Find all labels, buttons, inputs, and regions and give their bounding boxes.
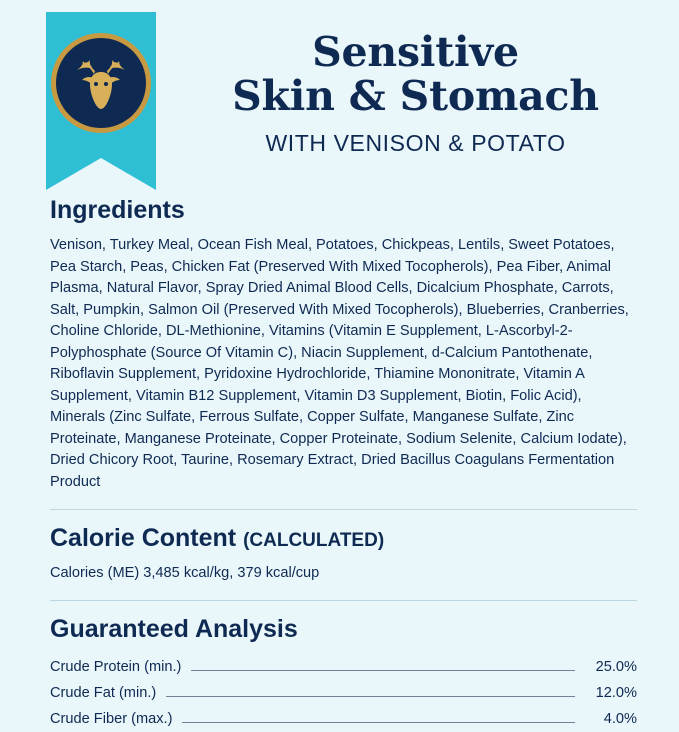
guaranteed-analysis-heading: Guaranteed Analysis (50, 615, 298, 643)
ga-leader-line (182, 722, 575, 723)
ga-label: Crude Fat (min.) (50, 685, 157, 701)
brand-medallion (51, 33, 151, 133)
ga-label: Crude Protein (min.) (50, 659, 182, 675)
ga-label: Crude Fiber (max.) (50, 711, 173, 727)
table-row (50, 654, 637, 680)
header (0, 0, 679, 196)
label-content (50, 196, 637, 732)
ingredients-heading: Ingredients (50, 196, 185, 224)
ga-leader-line (191, 670, 575, 671)
calorie-content-heading-main: Calorie Content (50, 524, 237, 552)
deer-head-icon (70, 54, 132, 112)
product-title-line-1: Sensitive (312, 28, 519, 76)
calorie-content-heading (50, 524, 637, 553)
ga-value: 12.0% (595, 685, 637, 701)
guaranteed-analysis-list (50, 654, 637, 732)
calorie-content-heading-note: (CALCULATED) (243, 530, 385, 551)
product-title-line-2: Skin & Stomach (232, 72, 599, 120)
divider-1 (50, 509, 637, 510)
ingredients-text: Venison, Turkey Meal, Ocean Fish Meal, Potatoes, Chickpeas, Lentils, Sweet Potatoes, Pea Starch, Peas, Chicken Fat (Preserved With Mixed Tocopherols), Pea Fiber, Animal Plasma, Natural Flavor, Spray Dried Animal Blood Cells, Dicalcium Phosphate, Carrots, Salt, Pumpkin, Salmon Oil (Preserved With Mixed Tocopherols), Blueberries, Cranberries, Choline Chloride, DL-Methionine, Vitamins (Vitamin E Supplement, L-Ascorbyl-2-Polyphosphate (Source Of Vitamin C), Niacin Supplement, d-Calcium Pantothenate, Riboflavin Supplement, Pyridoxine Hydrochloride, Thiamine Mononitrate, Vitamin A Supplement, Vitamin B12 Supplement, Vitamin D3 Supplement, Biotin, Folic Acid), Minerals (Zinc Sulfate, Ferrous Sulfate, Copper Sulfate, Manganese Sulfate, Zinc Proteinate, Manganese Proteinate, Copper Proteinate, Sodium Selenite, Calcium Iodate), Dried Chicory Root, Taurine, Rosemary Extract, Dried Bacillus Coagulans Fermentation Product (50, 237, 629, 490)
calorie-content-line: Calories (ME) 3,485 kcal/kg, 379 kcal/cup (50, 565, 320, 581)
title-block (170, 30, 661, 157)
ga-value: 25.0% (595, 659, 637, 675)
table-row (50, 706, 637, 732)
table-row (50, 680, 637, 706)
ga-leader-line (166, 696, 575, 697)
ga-value: 4.0% (603, 711, 637, 727)
product-subtitle: WITH VENISON & POTATO (265, 130, 566, 156)
divider-2 (50, 600, 637, 601)
